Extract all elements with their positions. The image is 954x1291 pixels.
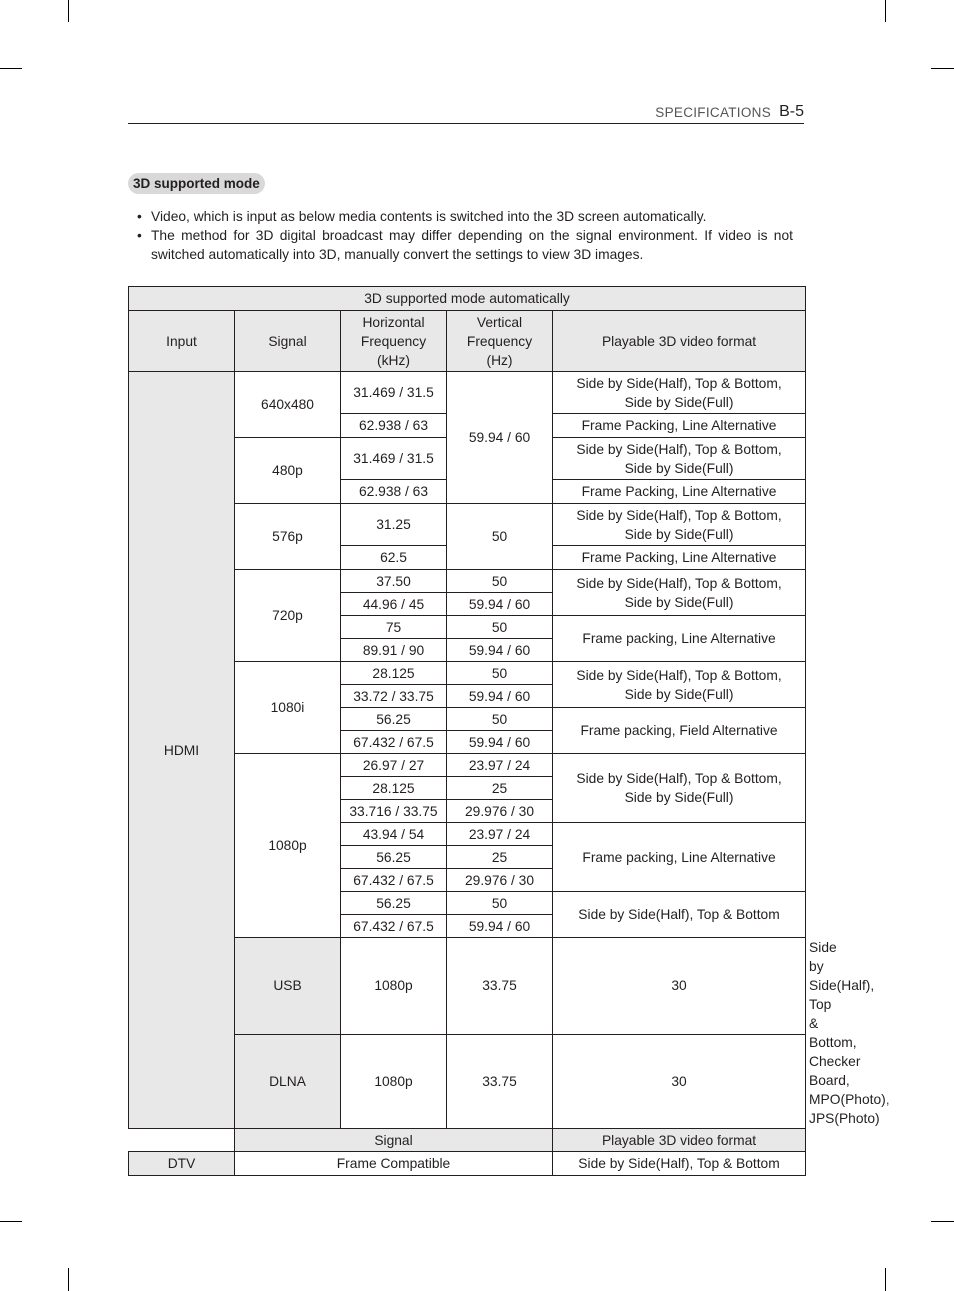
format-cell xyxy=(553,662,806,708)
vfreq-cell: 23.97 / 24 xyxy=(447,754,553,777)
format-line: Side by Side(Half), Top & Bottom, xyxy=(576,575,782,591)
hfreq-cell: 62.938 / 63 xyxy=(341,480,447,504)
signal-cell: 1080i xyxy=(235,662,341,754)
header-vfreq xyxy=(447,311,553,372)
hfreq-cell: 26.97 / 27 xyxy=(341,754,447,777)
hfreq-cell: 62.938 / 63 xyxy=(341,414,447,438)
vfreq-cell: 30 xyxy=(553,938,806,1035)
hfreq-cell: 44.96 / 45 xyxy=(341,593,447,616)
vfreq-cell: 59.94 / 60 xyxy=(447,685,553,708)
format-line: Side by Side(Full) xyxy=(624,460,734,476)
signal-cell: 1080p xyxy=(341,1034,447,1128)
format-cell xyxy=(553,754,806,823)
format-line: Side by Side(Full) xyxy=(624,594,734,610)
crop-mark xyxy=(885,0,886,22)
dtv-signal: Frame Compatible xyxy=(235,1152,553,1176)
dtv-header-format: Playable 3D video format xyxy=(553,1129,806,1152)
blank-cell xyxy=(129,1129,235,1152)
format-line: Side by Side(Full) xyxy=(624,686,734,702)
format-line: Side by Side(Full) xyxy=(624,526,734,542)
header-vfreq-l1: Vertical xyxy=(476,314,523,330)
header-hfreq-l3: (kHz) xyxy=(377,352,410,368)
input-dtv: DTV xyxy=(129,1152,235,1176)
dtv-format: Side by Side(Half), Top & Bottom xyxy=(553,1152,806,1176)
hfreq-cell: 28.125 xyxy=(341,777,447,800)
format-line: Side by Side(Half), Top & Bottom, xyxy=(576,375,782,391)
header-signal: Signal xyxy=(235,311,341,372)
signal-cell: 640x480 xyxy=(235,372,341,438)
table-title: 3D supported mode automatically xyxy=(129,287,806,311)
format-line: Side by Side(Half), Top & Bottom, xyxy=(576,441,782,457)
header-vfreq-l2: Frequency xyxy=(466,333,533,349)
hfreq-cell: 33.75 xyxy=(447,1034,553,1128)
vfreq-cell: 29.976 / 30 xyxy=(447,800,553,823)
hfreq-cell: 67.432 / 67.5 xyxy=(341,915,447,938)
format-line: Side by Side(Half), Top & Bottom, xyxy=(576,771,782,786)
header-format: Playable 3D video format xyxy=(553,311,806,372)
vfreq-cell: 59.94 / 60 xyxy=(447,372,553,504)
vfreq-cell: 50 xyxy=(447,570,553,593)
vfreq-cell: 50 xyxy=(447,892,553,915)
hfreq-cell: 56.25 xyxy=(341,846,447,869)
vfreq-cell: 25 xyxy=(447,846,553,869)
format-line: JPS(Photo) xyxy=(809,1111,880,1126)
input-dlna: DLNA xyxy=(235,1034,341,1128)
format-cell: Frame packing, Line Alternative xyxy=(553,823,806,892)
bullet-list xyxy=(136,207,793,264)
header-hfreq xyxy=(341,311,447,372)
hfreq-cell: 75 xyxy=(341,616,447,639)
header-vfreq-l3: (Hz) xyxy=(486,352,513,368)
hfreq-cell: 56.25 xyxy=(341,708,447,731)
signal-cell: 480p xyxy=(235,438,341,504)
vfreq-cell: 59.94 / 60 xyxy=(447,731,553,754)
section-badge: 3D supported mode xyxy=(128,173,265,194)
hfreq-cell: 31.469 / 31.5 xyxy=(341,372,447,414)
bullet-item: • The method for 3D digital broadcast may differ depending on the signal environment. If video is not switched automatically into 3D, manually convert the settings to view 3D images. xyxy=(136,226,793,264)
hfreq-cell: 56.25 xyxy=(341,892,447,915)
hfreq-cell: 33.75 xyxy=(447,938,553,1035)
vfreq-cell: 23.97 / 24 xyxy=(447,823,553,846)
3d-mode-table xyxy=(128,286,890,1176)
vfreq-cell: 25 xyxy=(447,777,553,800)
crop-mark xyxy=(0,1221,22,1222)
format-cell: Frame packing, Field Alternative xyxy=(553,708,806,754)
page-number: B-5 xyxy=(779,103,804,120)
crop-mark xyxy=(0,68,22,69)
vfreq-cell: 59.94 / 60 xyxy=(447,639,553,662)
format-cell: Side by Side(Half), Top & Bottom xyxy=(553,892,806,938)
format-cell xyxy=(553,438,806,480)
hfreq-cell: 33.716 / 33.75 xyxy=(341,800,447,823)
vfreq-cell: 59.94 / 60 xyxy=(447,593,553,616)
crop-mark xyxy=(68,0,69,22)
format-cell xyxy=(553,570,806,616)
vfreq-cell: 50 xyxy=(447,708,553,731)
format-cell: Frame Packing, Line Alternative xyxy=(553,480,806,504)
hfreq-cell: 33.72 / 33.75 xyxy=(341,685,447,708)
hfreq-cell: 28.125 xyxy=(341,662,447,685)
section-title: SPECIFICATIONS xyxy=(655,105,771,120)
header-hfreq-l1: Horizontal xyxy=(362,314,425,330)
format-cell xyxy=(553,372,806,414)
vfreq-cell: 50 xyxy=(447,616,553,639)
signal-cell: 1080p xyxy=(235,754,341,938)
format-line: Checker Board, MPO(Photo) xyxy=(809,1054,886,1107)
input-usb: USB xyxy=(235,938,341,1035)
header-hfreq-l2: Frequency xyxy=(360,333,427,349)
vfreq-cell: 29.976 / 30 xyxy=(447,869,553,892)
page-header xyxy=(128,103,804,124)
hfreq-cell: 67.432 / 67.5 xyxy=(341,731,447,754)
signal-cell: 576p xyxy=(235,504,341,570)
hfreq-cell: 31.25 xyxy=(341,504,447,546)
format-line: Side by Side(Half), Top & Bottom, xyxy=(809,940,875,1050)
crop-mark xyxy=(68,1268,69,1291)
format-cell: Frame Packing, Line Alternative xyxy=(553,414,806,438)
vfreq-cell: 50 xyxy=(447,504,553,570)
hfreq-cell: 89.91 / 90 xyxy=(341,639,447,662)
crop-mark xyxy=(931,1221,954,1222)
signal-cell: 720p xyxy=(235,570,341,662)
vfreq-cell: 59.94 / 60 xyxy=(447,915,553,938)
dtv-header-signal: Signal xyxy=(235,1129,553,1152)
header-input: Input xyxy=(129,311,235,372)
crop-mark xyxy=(931,68,954,69)
hfreq-cell: 43.94 / 54 xyxy=(341,823,447,846)
signal-cell: 1080p xyxy=(341,938,447,1035)
hfreq-cell: 37.50 xyxy=(341,570,447,593)
format-line: Side by Side(Full) xyxy=(624,394,734,410)
hfreq-cell: 31.469 / 31.5 xyxy=(341,438,447,480)
input-hdmi: HDMI xyxy=(129,372,235,1129)
vfreq-cell: 30 xyxy=(553,1034,806,1128)
vfreq-cell: 50 xyxy=(447,662,553,685)
crop-mark xyxy=(885,1268,886,1291)
hfreq-cell: 67.432 / 67.5 xyxy=(341,869,447,892)
format-comma: , xyxy=(885,1092,890,1107)
format-line: Side by Side(Full) xyxy=(624,790,734,805)
hfreq-cell: 62.5 xyxy=(341,546,447,570)
format-line: Side by Side(Half), Top & Bottom, xyxy=(576,667,782,683)
format-cell xyxy=(553,504,806,546)
bullet-item: • Video, which is input as below media contents is switched into the 3D screen automatically. xyxy=(136,207,793,226)
format-line: Side by Side(Half), Top & Bottom, xyxy=(576,507,782,523)
format-cell: Frame Packing, Line Alternative xyxy=(553,546,806,570)
format-cell: Frame packing, Line Alternative xyxy=(553,616,806,662)
